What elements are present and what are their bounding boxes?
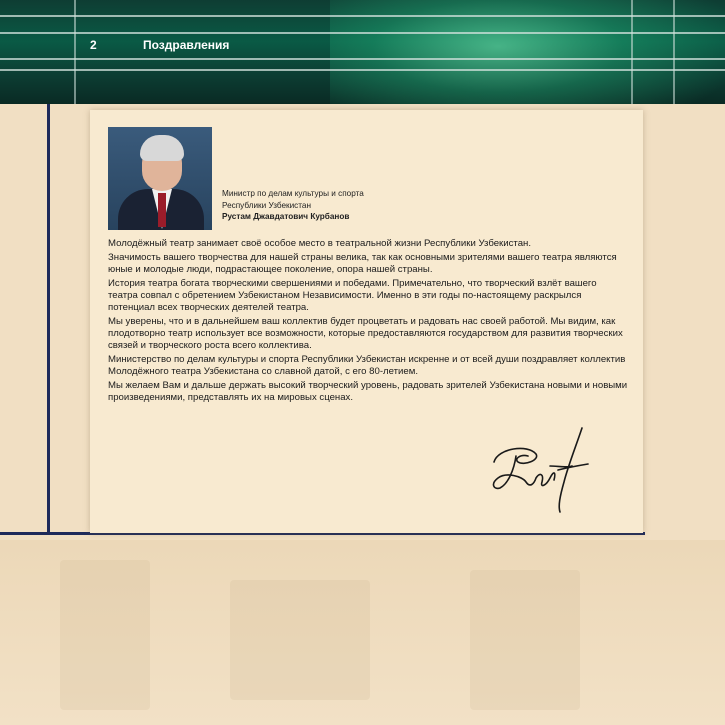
paragraph: Мы уверены, что и в дальнейшем ваш коллектив будет процветать и радовать нас своей работой. Мы видим, как плодотворно театр использует все возможности, которые предоставляются государством для развития творческих связей и творческого роста всего коллектива. [108,315,623,352]
photo-hair [140,135,184,161]
background-shape [470,570,580,710]
header-rule [0,15,725,17]
page-number: 2 [90,38,97,52]
photo-tie [158,193,166,227]
background-shape [60,560,150,710]
signer-position: Республики Узбекистан [222,200,312,210]
paragraph: Молодёжный театр занимает своё особое место в театральной жизни Республики Узбекистан. [108,238,531,249]
paragraph: Мы желаем Вам и дальше держать высокий творческий уровень, радовать зрителей Узбекистана новыми и новыми произведениями, представлять их на мировых сценах. [108,379,628,403]
greeting-card [90,110,643,533]
signer-name: Рустам Джавдатович Курбанов [222,212,350,221]
header-vrule [631,0,633,104]
header-rule [0,58,725,60]
signer-block [222,188,364,223]
background-shape [230,580,370,700]
signature-icon [488,426,592,516]
signer-position: Министр по делам культуры и спорта [222,189,364,198]
left-rule [47,104,50,534]
paragraph: История театра богата творческими свершениями и победами. Примечательно, что творческий взлёт вашего театра совпал с обретением Узбекистаном Независимости. Именно в эти годы по-настоящему раскрылся потенциал всех творческих деятелей театра. [108,277,597,314]
bottom-background [0,540,725,725]
header-vrule [74,0,76,104]
paragraph: Значимость вашего творчества для нашей страны велика, так как основными зрителями вашего театра являются юные и молодые люди, подрастающее поколение, опора нашей страны. [108,251,617,275]
header-rule [0,32,725,34]
header-banner [0,0,725,104]
greeting-text [108,238,628,406]
paragraph: Министерство по делам культуры и спорта Республики Узбекистан искренне и от всей души поздравляет коллектив Молодёжного театра Узбекистана со славной датой, с его 80-летием. [108,353,626,378]
section-title: Поздравления [143,38,230,52]
header-vrule [673,0,675,104]
portrait-photo [108,127,212,230]
header-rule [0,69,725,71]
